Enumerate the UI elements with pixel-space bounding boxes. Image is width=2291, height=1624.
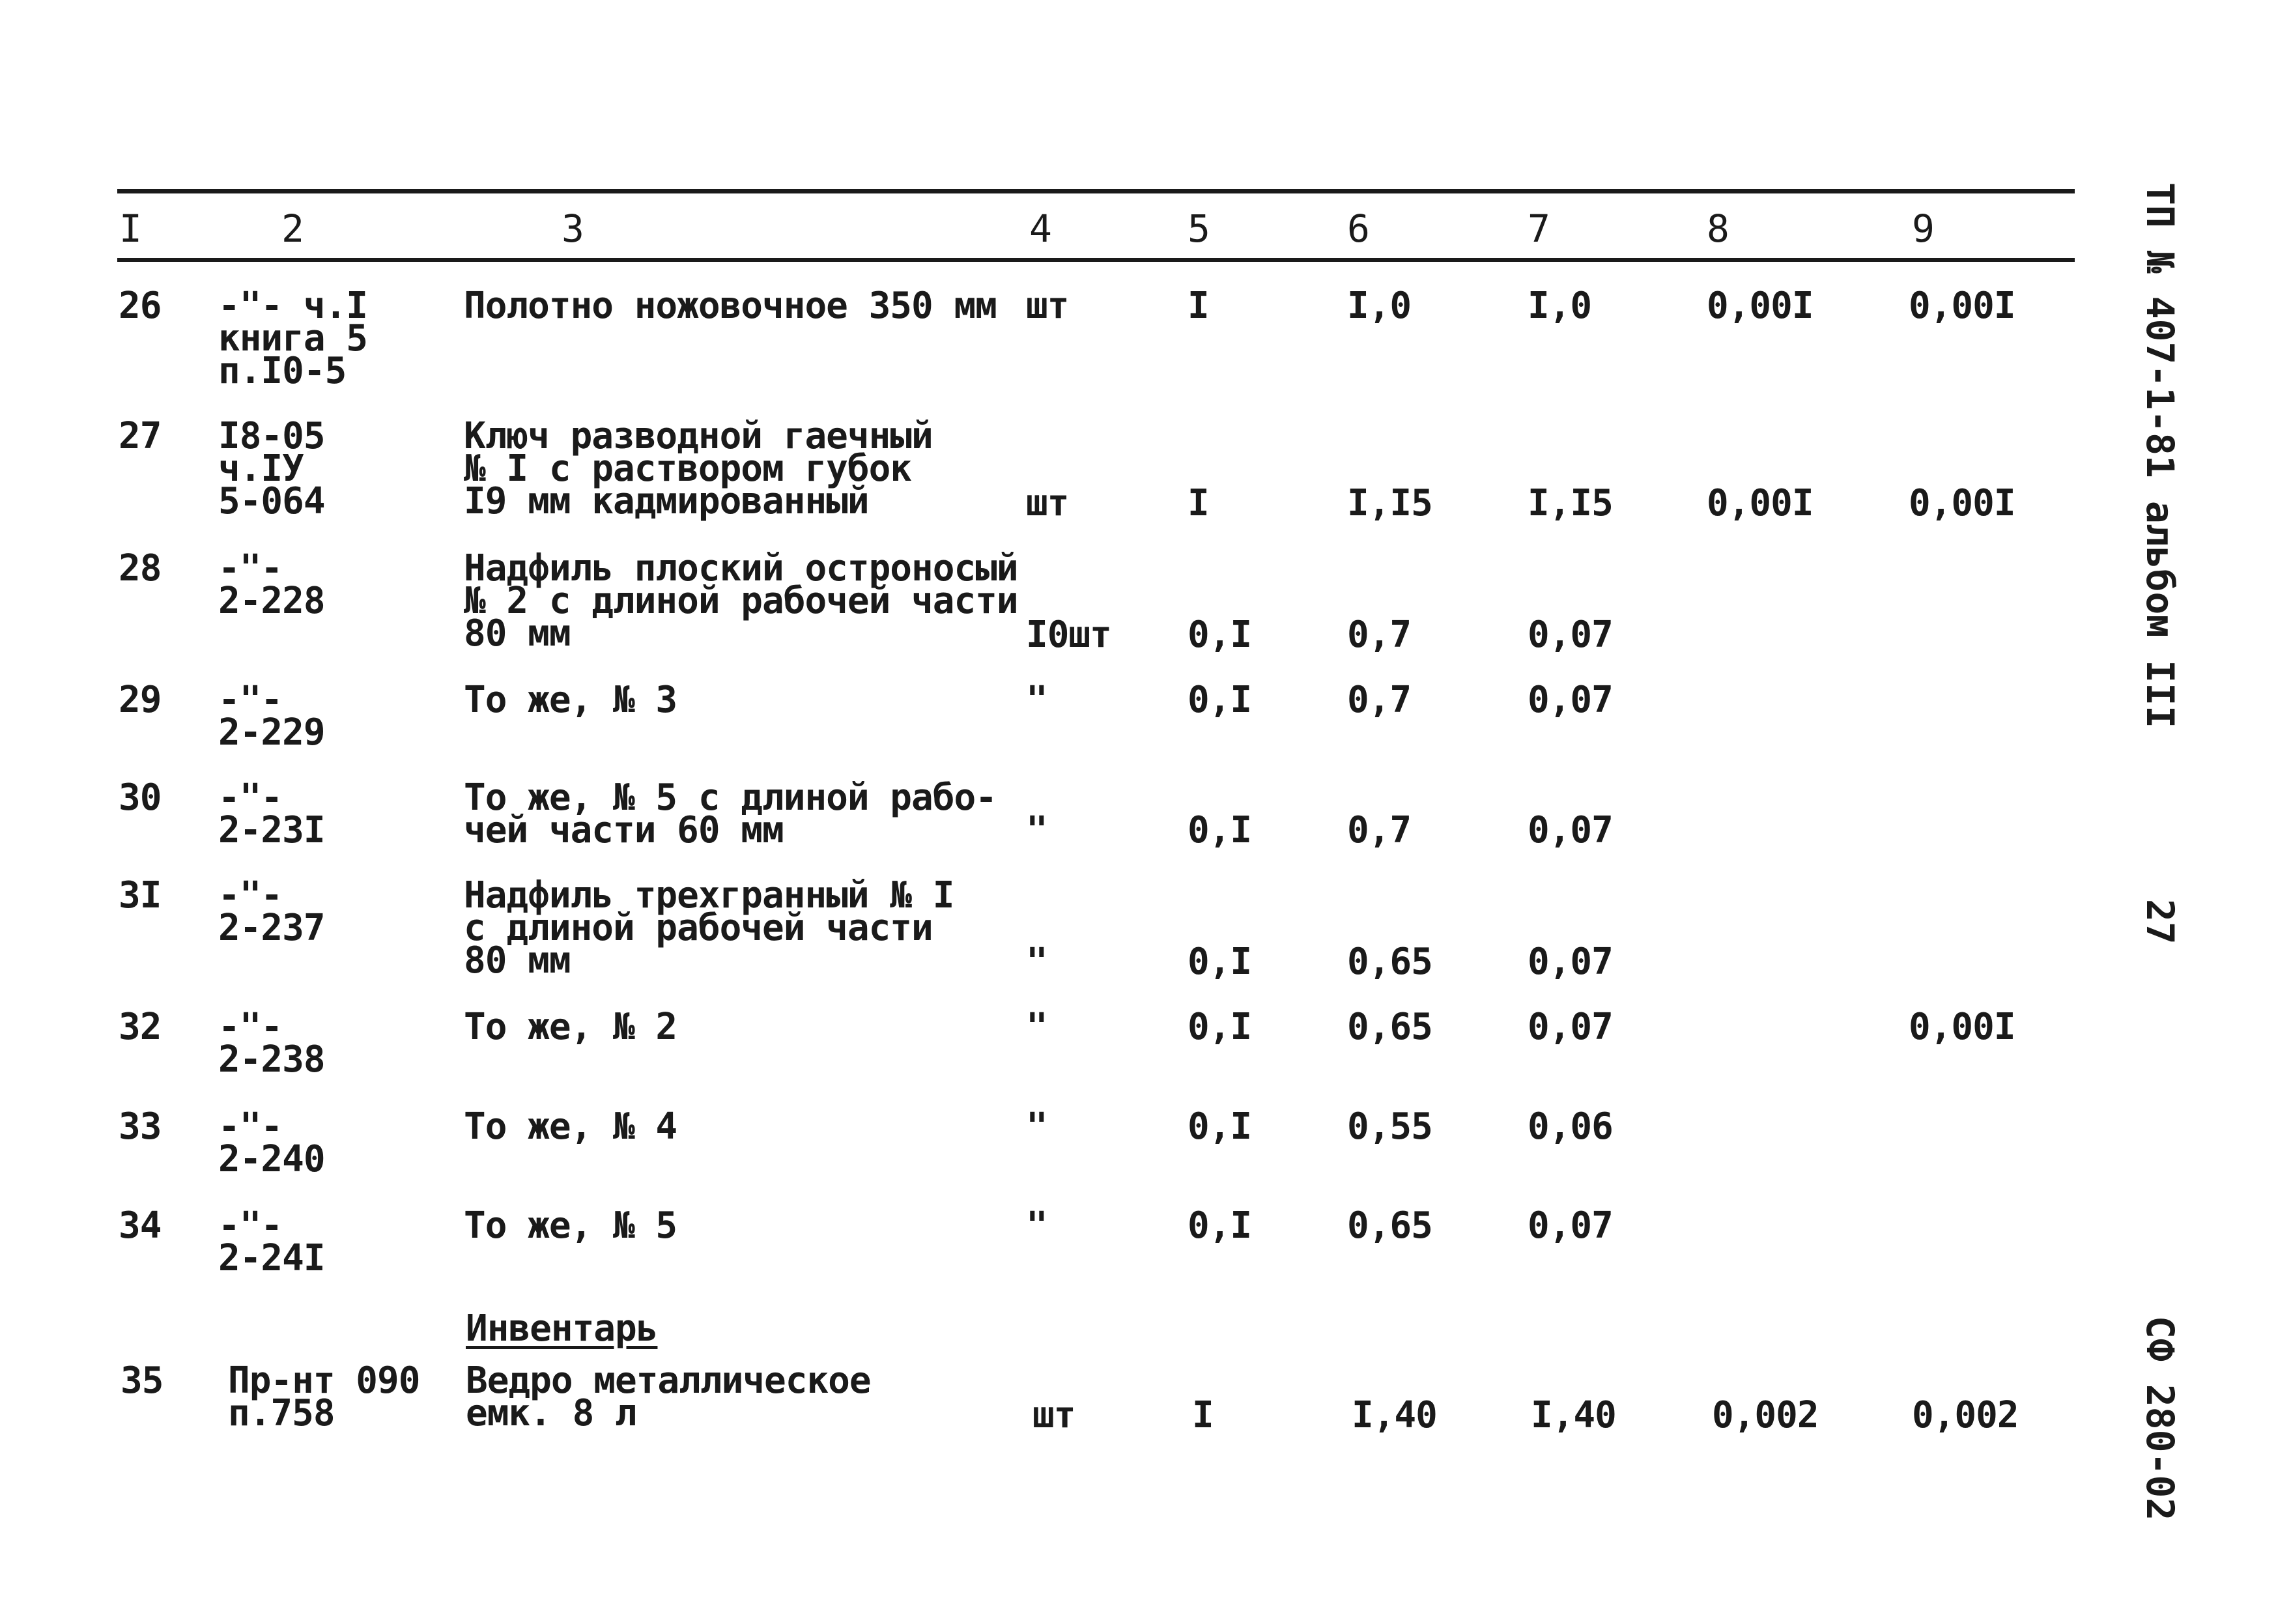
row-unit: " — [1026, 809, 1047, 851]
row-total: 0,07 — [1528, 809, 1613, 851]
col-header-2: 2 — [281, 207, 304, 251]
row-col9: 0,00I — [1909, 285, 2015, 327]
table-header-rule — [117, 258, 2075, 262]
row-code-line: 2-237 — [218, 907, 325, 949]
row-qty: I — [1188, 482, 1209, 524]
margin-sheet-code: СФ 280-02 — [2138, 1316, 2182, 1521]
row-price: 0,65 — [1347, 1006, 1432, 1048]
row-number: 32 — [119, 1006, 162, 1048]
row-code-line: 2-24I — [218, 1237, 325, 1279]
row-code-line: -"- — [218, 874, 283, 917]
row-code-line: Пр-нт 090 — [228, 1360, 420, 1402]
row-code-line: 5-064 — [218, 480, 325, 522]
row-qty: 0,I — [1188, 614, 1252, 656]
row-price: 0,7 — [1347, 679, 1412, 721]
row-name-line: То же, № 2 — [464, 1006, 677, 1048]
row-qty: 0,I — [1188, 1006, 1252, 1048]
row-col9: 0,00I — [1909, 482, 2015, 524]
row-qty: I — [1188, 285, 1209, 327]
row-total: I,40 — [1531, 1394, 1616, 1436]
row-price: 0,7 — [1347, 614, 1412, 656]
row-code-line: 2-228 — [218, 580, 325, 622]
row-code-line: п.I0-5 — [218, 350, 347, 392]
row-name-line: Надфиль трехгранный № I — [464, 874, 954, 917]
row-code-line: 2-229 — [218, 711, 325, 754]
row-name-line: То же, № 3 — [464, 679, 677, 721]
table-top-rule — [117, 189, 2075, 193]
row-code-line: книга 5 — [218, 317, 368, 360]
row-code-line: -"- ч.I — [218, 285, 368, 327]
row-price: I,I5 — [1347, 482, 1432, 524]
row-total: 0,07 — [1528, 1204, 1613, 1247]
row-number: 30 — [119, 776, 162, 819]
row-price: 0,65 — [1347, 1204, 1432, 1247]
row-number: 3I — [119, 874, 162, 917]
row-number: 34 — [119, 1204, 162, 1247]
row-name-line: № I с раствором губок — [464, 448, 912, 490]
margin-doc-reference: ТП № 407-1-81 альбом III — [2138, 182, 2182, 729]
row-unit: " — [1026, 1105, 1047, 1148]
row-name-line: 80 мм — [464, 612, 571, 655]
row-code-line: ч.IУ — [218, 448, 304, 490]
row-name-line: То же, № 5 с длиной рабо- — [464, 776, 997, 819]
row-name-line: емк. 8 л — [466, 1392, 636, 1434]
col-header-8: 8 — [1707, 207, 1729, 251]
row-code-line: 2-240 — [218, 1138, 325, 1180]
row-name-line: То же, № 5 — [464, 1204, 677, 1247]
row-price: I,0 — [1347, 285, 1412, 327]
row-code-line: -"- — [218, 1006, 283, 1048]
row-number: 28 — [119, 547, 162, 590]
row-col8: 0,002 — [1712, 1394, 1819, 1436]
row-price: I,40 — [1352, 1394, 1437, 1436]
row-price: 0,55 — [1347, 1105, 1432, 1148]
row-name-line: То же, № 4 — [464, 1105, 677, 1148]
row-total: I,0 — [1528, 285, 1592, 327]
col-header-4: 4 — [1029, 207, 1051, 251]
row-total: I,I5 — [1528, 482, 1613, 524]
row-col8: 0,00I — [1707, 285, 1814, 327]
row-unit: шт — [1026, 482, 1069, 524]
row-name-line: чей части 60 мм — [464, 809, 784, 851]
col-header-3: 3 — [562, 207, 584, 251]
row-number: 26 — [119, 285, 162, 327]
row-number: 35 — [121, 1360, 164, 1402]
margin-page-number: 27 — [2138, 899, 2182, 945]
row-name-line: I9 мм кадмированный — [464, 480, 869, 522]
row-name-line: с длиной рабочей части — [464, 907, 933, 949]
row-qty: 0,I — [1188, 1204, 1252, 1247]
row-name-line: Ключ разводной гаечный — [464, 415, 933, 457]
col-header-7: 7 — [1528, 207, 1550, 251]
row-total: 0,07 — [1528, 1006, 1613, 1048]
row-unit: " — [1026, 1006, 1047, 1048]
row-price: 0,65 — [1347, 941, 1432, 983]
row-col9: 0,00I — [1909, 1006, 2015, 1048]
row-name-line: Ведро металлическое — [466, 1360, 871, 1402]
row-total: 0,07 — [1528, 941, 1613, 983]
row-name-line: Полотно ножовочное 350 мм — [464, 285, 997, 327]
row-code-line: -"- — [218, 679, 283, 721]
row-name-line: Надфиль плоский остроносый — [464, 547, 1018, 590]
row-col8: 0,00I — [1707, 482, 1814, 524]
row-qty: 0,I — [1188, 941, 1252, 983]
section-heading: Инвентарь — [466, 1307, 658, 1350]
row-code-line: -"- — [218, 1105, 283, 1148]
row-qty: I — [1192, 1394, 1214, 1436]
row-code-line: -"- — [218, 547, 283, 590]
row-unit: I0шт — [1026, 614, 1111, 656]
col-header-5: 5 — [1188, 207, 1210, 251]
row-name-line: № 2 с длиной рабочей части — [464, 580, 1018, 622]
row-total: 0,07 — [1528, 679, 1613, 721]
row-col9: 0,002 — [1912, 1394, 2019, 1436]
row-unit: " — [1026, 941, 1047, 983]
row-number: 27 — [119, 415, 162, 457]
row-code-line: -"- — [218, 776, 283, 819]
col-header-6: 6 — [1347, 207, 1369, 251]
row-total: 0,06 — [1528, 1105, 1613, 1148]
row-number: 29 — [119, 679, 162, 721]
row-code-line: 2-238 — [218, 1038, 325, 1081]
row-unit: шт — [1032, 1394, 1075, 1436]
row-qty: 0,I — [1188, 809, 1252, 851]
row-qty: 0,I — [1188, 679, 1252, 721]
row-name-line: 80 мм — [464, 939, 571, 982]
row-code-line: I8-05 — [218, 415, 325, 457]
row-unit: " — [1026, 1204, 1047, 1247]
row-code-line: -"- — [218, 1204, 283, 1247]
row-total: 0,07 — [1528, 614, 1613, 656]
row-code-line: 2-23I — [218, 809, 325, 851]
col-header-9: 9 — [1912, 207, 1934, 251]
row-price: 0,7 — [1347, 809, 1412, 851]
row-unit: шт — [1026, 285, 1069, 327]
row-unit: " — [1026, 679, 1047, 721]
row-number: 33 — [119, 1105, 162, 1148]
row-qty: 0,I — [1188, 1105, 1252, 1148]
col-header-1: I — [119, 207, 141, 251]
row-code-line: п.758 — [228, 1392, 335, 1434]
